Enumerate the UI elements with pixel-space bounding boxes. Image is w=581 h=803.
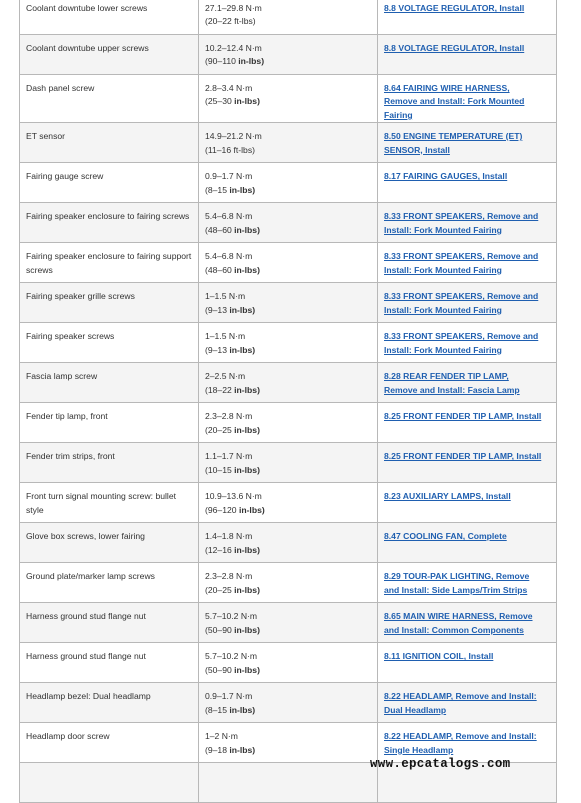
- procedure-link[interactable]: [384, 170, 550, 183]
- table-row: [20, 443, 557, 483]
- torque-imperial-unit: in-lbs): [234, 96, 260, 107]
- torque-metric: 1–1.5 N·m: [205, 291, 246, 302]
- table-row: [20, 163, 557, 203]
- torque-imperial-value: (96–120: [205, 504, 237, 515]
- torque-cell: [199, 283, 378, 323]
- component-cell: ET sensor: [20, 123, 199, 163]
- torque-imperial: [205, 664, 371, 677]
- procedure-link[interactable]: [384, 730, 550, 757]
- procedure-link[interactable]: [384, 570, 550, 597]
- component-cell: Fender trim strips, front: [20, 443, 199, 483]
- procedure-cell: [378, 523, 557, 563]
- procedure-link-line: 8.22 HEADLAMP, Remove and Install:: [384, 731, 537, 742]
- component-cell: Fairing gauge screw: [20, 163, 199, 203]
- procedure-link[interactable]: [384, 370, 550, 397]
- torque-cell: [199, 483, 378, 523]
- torque-imperial-unit: in-lbs): [234, 384, 260, 395]
- table-row: [20, 283, 557, 323]
- torque-imperial-unit: in-lbs): [229, 344, 256, 355]
- procedure-link-line: Install: Fork Mounted Fairing: [384, 264, 502, 275]
- torque-metric: 1–2 N·m: [205, 731, 238, 742]
- procedure-link-line: 8.47 COOLING FAN, Complete: [384, 531, 507, 542]
- torque-imperial-unit: in-lbs): [234, 584, 260, 595]
- component-cell: Front turn signal mounting screw: bullet style: [20, 483, 199, 523]
- torque-cell: [199, 523, 378, 563]
- torque-imperial-unit: in-lbs): [234, 464, 260, 475]
- component-cell: Fender tip lamp, front: [20, 403, 199, 443]
- procedure-link-line: 8.33 FRONT SPEAKERS, Remove and: [384, 291, 539, 302]
- torque-metric: 0.9–1.7 N·m: [205, 691, 253, 702]
- torque-cell: [199, 203, 378, 243]
- torque-imperial-unit: in-lbs): [238, 504, 265, 515]
- procedure-cell: [378, 443, 557, 483]
- torque-imperial-unit: in-lbs): [234, 224, 260, 235]
- table-row: [20, 363, 557, 403]
- torque-imperial: [205, 304, 371, 317]
- torque-imperial-value: (48–60: [205, 264, 232, 275]
- procedure-link-line: 8.25 FRONT FENDER TIP LAMP, Install: [384, 411, 542, 422]
- procedure-cell: [378, 35, 557, 75]
- torque-metric: 5.4–6.8 N·m: [205, 251, 253, 262]
- torque-metric: 2–2.5 N·m: [205, 371, 246, 382]
- torque-imperial: [205, 744, 371, 757]
- torque-imperial: [205, 424, 371, 437]
- torque-cell: [199, 603, 378, 643]
- torque-imperial: [205, 264, 371, 277]
- procedure-link-line: Install: Fork Mounted Fairing: [384, 224, 502, 235]
- torque-imperial: [205, 504, 371, 517]
- procedure-link-line: 8.8 VOLTAGE REGULATOR, Install: [384, 43, 525, 53]
- procedure-link-line: SENSOR, Install: [384, 144, 450, 155]
- torque-imperial-value: (8–15: [205, 184, 227, 195]
- component-cell: Fairing speaker screws: [20, 323, 199, 363]
- torque-imperial-value: (20–22: [205, 16, 232, 27]
- torque-metric: 5.7–10.2 N·m: [205, 651, 258, 662]
- procedure-link-line: 8.22 HEADLAMP, Remove and Install:: [384, 691, 537, 702]
- torque-metric: 1.4–1.8 N·m: [205, 531, 253, 542]
- procedure-cell: [378, 163, 557, 203]
- torque-imperial-value: (90–110: [205, 56, 236, 67]
- procedure-link-line: Remove and Install: Fascia Lamp: [384, 384, 520, 395]
- procedure-link[interactable]: [384, 2, 550, 15]
- torque-imperial-value: (8–15: [205, 704, 227, 715]
- torque-cell: [199, 243, 378, 283]
- procedure-link[interactable]: [384, 290, 550, 317]
- component-cell: Headlamp bezel: Dual headlamp: [20, 683, 199, 723]
- procedure-link-line: and Install: Side Lamps/Trim Strips: [384, 584, 528, 595]
- torque-cell: [199, 123, 378, 163]
- torque-imperial: [205, 15, 371, 28]
- procedure-link[interactable]: [384, 330, 550, 357]
- procedure-cell: [378, 403, 557, 443]
- table-row: [20, 603, 557, 643]
- table-row: [20, 35, 557, 75]
- procedure-link-line: 8.50 ENGINE TEMPERATURE (ET): [384, 131, 523, 142]
- procedure-link-line: Fairing: [384, 109, 413, 120]
- procedure-link-line: 8.23 AUXILIARY LAMPS, Install: [384, 491, 511, 502]
- table-row: [20, 683, 557, 723]
- procedure-link[interactable]: [384, 42, 550, 55]
- procedure-cell: [378, 243, 557, 283]
- torque-imperial-value: (9–13: [205, 344, 227, 355]
- procedure-cell: [378, 283, 557, 323]
- table-row: [20, 243, 557, 283]
- procedure-link[interactable]: [384, 82, 550, 122]
- torque-imperial: [205, 704, 371, 717]
- torque-imperial-value: (20–25: [205, 424, 232, 435]
- component-cell: Dash panel screw: [20, 75, 199, 123]
- torque-imperial: [205, 144, 371, 157]
- torque-cell: [199, 723, 378, 763]
- torque-imperial-unit: in-lbs): [229, 304, 256, 315]
- component-cell: [20, 763, 199, 803]
- procedure-link[interactable]: [384, 610, 550, 637]
- component-cell: Coolant downtube upper screws: [20, 35, 199, 75]
- procedure-link-line: Single Headlamp: [384, 744, 454, 755]
- procedure-cell: [378, 563, 557, 603]
- torque-imperial: [205, 464, 371, 477]
- table-row: [20, 403, 557, 443]
- torque-imperial-unit: in-lbs): [234, 544, 260, 555]
- procedure-link-line: and Install: Common Components: [384, 624, 524, 635]
- torque-imperial: [205, 55, 371, 68]
- torque-imperial-value: (11–16: [205, 144, 232, 155]
- torque-metric: 2.8–3.4 N·m: [205, 83, 253, 93]
- procedure-link[interactable]: [384, 690, 550, 717]
- procedure-link-line: 8.17 FAIRING GAUGES, Install: [384, 171, 508, 182]
- torque-imperial: [205, 344, 371, 357]
- procedure-link-line: 8.33 FRONT SPEAKERS, Remove and: [384, 211, 539, 222]
- torque-imperial-value: (48–60: [205, 224, 232, 235]
- component-cell: Harness ground stud flange nut: [20, 643, 199, 683]
- procedure-link[interactable]: [384, 490, 550, 503]
- torque-imperial-unit: ft-lbs): [233, 144, 255, 155]
- procedure-cell: [378, 123, 557, 163]
- table-row: [20, 563, 557, 603]
- torque-metric: 5.4–6.8 N·m: [205, 211, 253, 222]
- procedure-link[interactable]: [384, 410, 550, 423]
- procedure-link[interactable]: [384, 530, 550, 543]
- procedure-cell: [378, 683, 557, 723]
- torque-imperial-value: (10–15: [205, 464, 232, 475]
- procedure-link-line: 8.33 FRONT SPEAKERS, Remove and: [384, 331, 539, 342]
- component-cell: Headlamp door screw: [20, 723, 199, 763]
- component-cell: Ground plate/marker lamp screws: [20, 563, 199, 603]
- torque-metric: 2.3–2.8 N·m: [205, 571, 253, 582]
- table-row: [20, 123, 557, 163]
- torque-metric: 14.9–21.2 N·m: [205, 131, 262, 142]
- torque-cell: [199, 75, 378, 123]
- table-row: [20, 0, 557, 35]
- torque-cell: [199, 643, 378, 683]
- torque-cell: [199, 163, 378, 203]
- procedure-link-line: 8.29 TOUR-PAK LIGHTING, Remove: [384, 571, 530, 582]
- torque-imperial: [205, 624, 371, 637]
- torque-metric: 2.3–2.8 N·m: [205, 411, 253, 422]
- torque-imperial: [205, 584, 371, 597]
- component-cell: Fairing speaker enclosure to fairing screws: [20, 203, 199, 243]
- procedure-cell: [378, 0, 557, 35]
- procedure-link-line: 8.8 VOLTAGE REGULATOR, Install: [384, 3, 525, 13]
- torque-imperial-value: (20–25: [205, 584, 232, 595]
- procedure-link-line: 8.64 FAIRING WIRE HARNESS,: [384, 83, 510, 93]
- component-cell: Coolant downtube lower screws: [20, 0, 199, 35]
- procedure-link[interactable]: [384, 250, 550, 277]
- procedure-cell: [378, 75, 557, 123]
- component-cell: Fascia lamp screw: [20, 363, 199, 403]
- procedure-cell: [378, 483, 557, 523]
- table-row: [20, 483, 557, 523]
- procedure-link-line: 8.25 FRONT FENDER TIP LAMP, Install: [384, 451, 542, 462]
- torque-cell: [199, 323, 378, 363]
- torque-imperial-unit: in-lbs): [234, 264, 260, 275]
- torque-cell: [199, 403, 378, 443]
- torque-cell: [199, 0, 378, 35]
- procedure-cell: [378, 363, 557, 403]
- torque-imperial-unit: in-lbs): [229, 184, 256, 195]
- torque-imperial: [205, 384, 371, 397]
- torque-imperial-unit: in-lbs): [229, 704, 256, 715]
- torque-imperial: [205, 544, 371, 557]
- torque-imperial: [205, 95, 371, 108]
- procedure-link[interactable]: [384, 130, 550, 157]
- torque-imperial-unit: ft-lbs): [234, 16, 256, 27]
- torque-imperial-value: (18–22: [205, 384, 232, 395]
- torque-imperial-unit: in-lbs): [234, 664, 260, 675]
- component-cell: Harness ground stud flange nut: [20, 603, 199, 643]
- component-cell: Fairing speaker enclosure to fairing support screws: [20, 243, 199, 283]
- procedure-link[interactable]: [384, 210, 550, 237]
- torque-metric: 1–1.5 N·m: [205, 331, 246, 342]
- torque-imperial: [205, 224, 371, 237]
- torque-imperial-value: (9–18: [205, 744, 227, 755]
- torque-metric: 27.1–29.8 N·m: [205, 3, 262, 13]
- torque-imperial-value: (12–16: [205, 544, 232, 555]
- procedure-link-line: 8.28 REAR FENDER TIP LAMP,: [384, 371, 509, 382]
- procedure-link-line: 8.11 IGNITION COIL, Install: [384, 651, 494, 662]
- procedure-cell: [378, 323, 557, 363]
- procedure-link-line: Install: Fork Mounted Fairing: [384, 344, 502, 355]
- table-row: [20, 203, 557, 243]
- component-cell: Glove box screws, lower fairing: [20, 523, 199, 563]
- table-row: [20, 643, 557, 683]
- torque-imperial-unit: in-lbs): [229, 744, 256, 755]
- torque-cell: [199, 363, 378, 403]
- torque-imperial-value: (50–90: [205, 624, 232, 635]
- torque-imperial: [205, 184, 371, 197]
- procedure-link-line: 8.65 MAIN WIRE HARNESS, Remove: [384, 611, 533, 622]
- torque-metric: 0.9–1.7 N·m: [205, 171, 253, 182]
- torque-table-body: [20, 0, 557, 803]
- procedure-cell: [378, 603, 557, 643]
- procedure-cell: [378, 643, 557, 683]
- torque-cell: [199, 35, 378, 75]
- torque-cell: [199, 443, 378, 483]
- torque-metric: 5.7–10.2 N·m: [205, 611, 258, 622]
- procedure-cell: [378, 203, 557, 243]
- procedure-link[interactable]: [384, 650, 550, 663]
- table-row: [20, 75, 557, 123]
- procedure-link-line: Dual Headlamp: [384, 704, 447, 715]
- torque-imperial-value: (9–13: [205, 304, 227, 315]
- table-row: [20, 323, 557, 363]
- torque-imperial-value: (25–30: [205, 96, 232, 107]
- torque-imperial-unit: in-lbs): [234, 624, 260, 635]
- torque-metric: 10.9–13.6 N·m: [205, 491, 262, 502]
- torque-metric: 10.2–12.4 N·m: [205, 43, 262, 53]
- torque-imperial-value: (50–90: [205, 664, 232, 675]
- procedure-link-line: Remove and Install: Fork Mounted: [384, 96, 525, 107]
- procedure-link[interactable]: [384, 450, 550, 463]
- torque-specification-table: [19, 0, 557, 803]
- torque-imperial-unit: in-lbs): [234, 424, 260, 435]
- torque-cell: [199, 683, 378, 723]
- torque-metric: 1.1–1.7 N·m: [205, 451, 253, 462]
- procedure-link-line: 8.33 FRONT SPEAKERS, Remove and: [384, 251, 539, 262]
- watermark: www.epcatalogs.com: [370, 757, 511, 771]
- torque-cell: [199, 763, 378, 803]
- table-row: [20, 523, 557, 563]
- torque-imperial-unit: in-lbs): [238, 56, 265, 67]
- component-cell: Fairing speaker grille screws: [20, 283, 199, 323]
- torque-cell: [199, 563, 378, 603]
- procedure-link-line: Install: Fork Mounted Fairing: [384, 304, 502, 315]
